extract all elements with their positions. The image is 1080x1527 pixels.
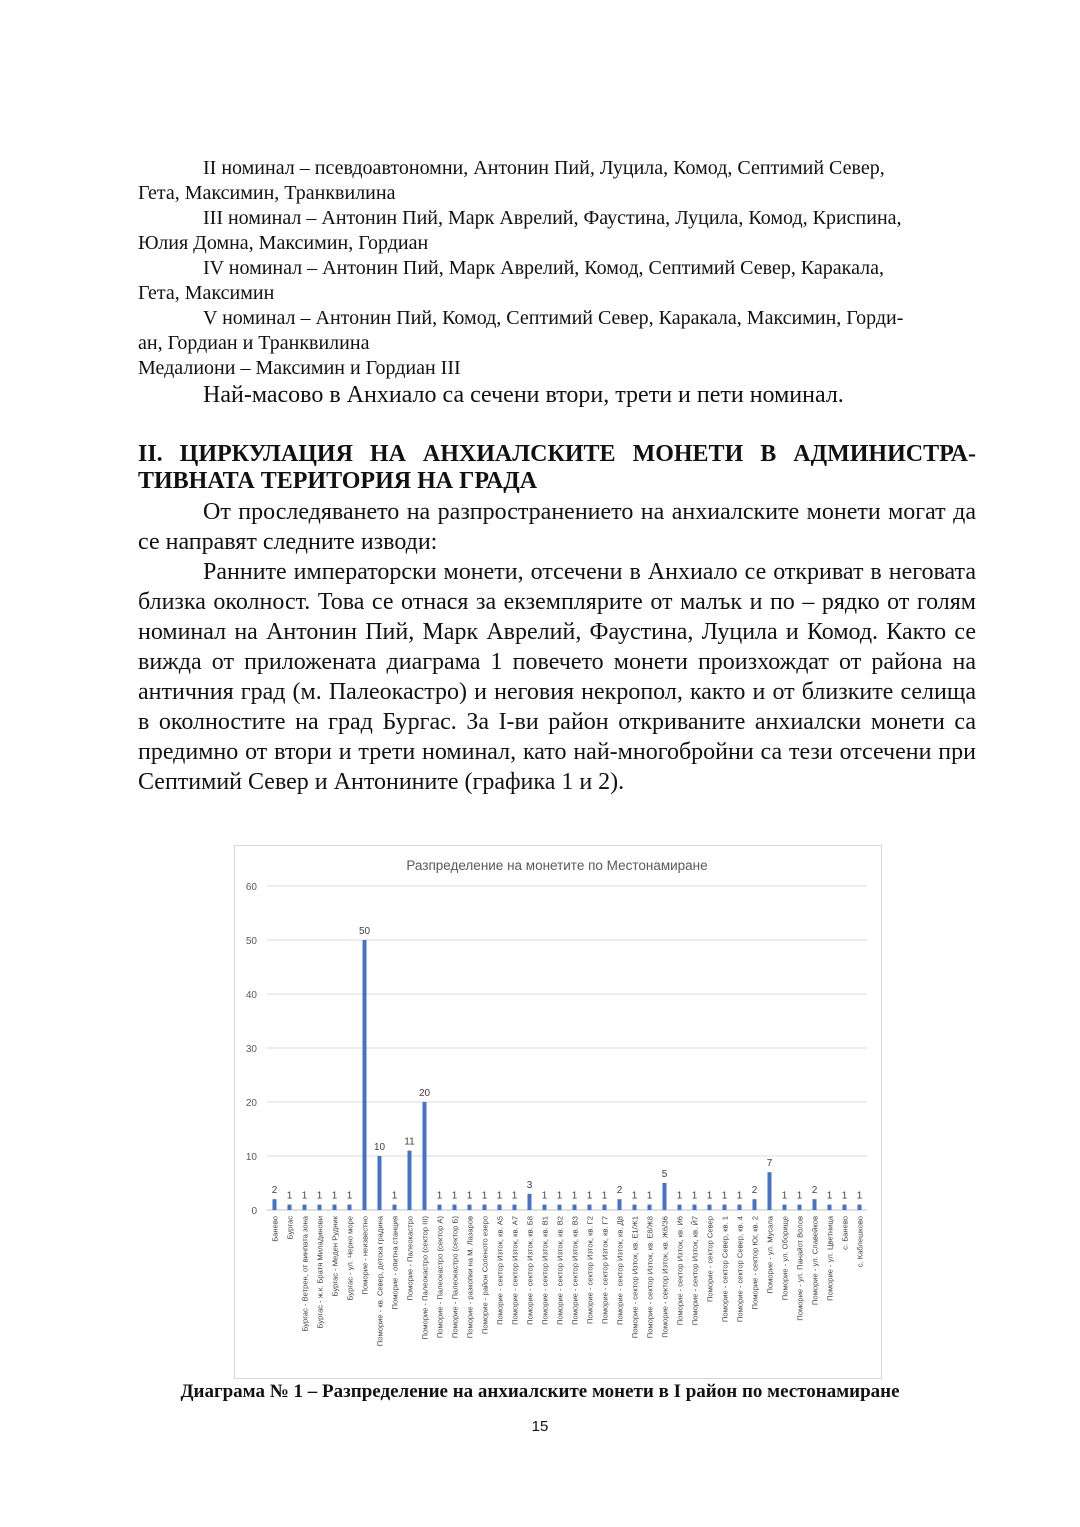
bar — [303, 1205, 307, 1210]
bar — [573, 1205, 577, 1210]
bar — [678, 1205, 682, 1210]
y-tick-label: 60 — [245, 882, 257, 893]
body-text — [138, 497, 976, 797]
y-tick-label: 10 — [245, 1152, 257, 1163]
category-label: Поморие - опитна станция — [390, 1216, 400, 1310]
y-tick-label: 50 — [245, 936, 257, 947]
data-label: 1 — [496, 1190, 503, 1202]
category-label: с. Банево — [840, 1216, 850, 1250]
data-label: 1 — [601, 1190, 608, 1202]
category-label: Поморие - ул. Мусала — [765, 1216, 775, 1294]
data-label: 5 — [661, 1169, 668, 1180]
mass-sentence — [138, 380, 976, 410]
medallions-line: Медалиони – Максимин и Гордиан III — [138, 357, 461, 379]
category-label: Бургас — [285, 1216, 295, 1240]
category-label: Поморие - ул. Цветница — [825, 1216, 835, 1301]
bar — [408, 1151, 412, 1210]
data-label: 1 — [511, 1190, 518, 1202]
bar — [453, 1205, 457, 1210]
category-label: Поморие - сектор Изток, кв. В1 — [540, 1216, 550, 1325]
bar — [483, 1205, 487, 1210]
category-label: Поморие - разкопки на М. Лазаров — [465, 1216, 475, 1339]
data-label: 1 — [391, 1190, 398, 1202]
nominal-line: Юлия Домна, Максимин, Гордиан — [138, 232, 429, 254]
data-label: 1 — [691, 1190, 698, 1202]
category-label: Поморие - сектор Север, кв. 4 — [735, 1216, 745, 1323]
data-label: 1 — [631, 1190, 638, 1202]
bar — [798, 1205, 802, 1210]
y-tick-label: 40 — [245, 990, 257, 1001]
data-label: 7 — [766, 1158, 773, 1170]
data-label: 1 — [571, 1190, 578, 1202]
data-label: 1 — [856, 1190, 863, 1202]
category-label: Поморие - Палеокастро (сектор Б) — [450, 1216, 460, 1339]
bar — [558, 1205, 562, 1210]
category-label: Поморие - сектор Изток, кв. Д8 — [615, 1216, 625, 1325]
data-label: 50 — [358, 926, 371, 937]
category-label: Поморие - сектор Изток, кв. Г2 — [585, 1216, 595, 1324]
bar — [708, 1205, 712, 1210]
page-number: 15 — [531, 1418, 549, 1435]
data-label: 20 — [418, 1088, 431, 1099]
mass-sentence-text: Най-масово в Анхиало са сечени втори, трети и пети номинал. — [203, 382, 844, 408]
figure-caption: Диаграма № 1 – Разпределение на анхиалските монети в I район по местонамиране — [180, 1381, 900, 1402]
bar — [273, 1199, 277, 1210]
category-label: Поморие - Палеокастро — [405, 1216, 415, 1301]
bar — [468, 1205, 472, 1210]
data-label: 1 — [346, 1190, 353, 1202]
bar — [348, 1205, 352, 1210]
bar — [663, 1183, 667, 1210]
category-label: Поморие - сектор Изток, кв. В3 — [570, 1216, 580, 1325]
data-label: 1 — [646, 1190, 653, 1202]
bar — [738, 1205, 742, 1210]
category-label: Поморие - ул. Славейков — [810, 1216, 820, 1306]
bar — [588, 1205, 592, 1210]
category-label: Банево — [270, 1216, 280, 1242]
bar — [333, 1205, 337, 1210]
data-label: 2 — [751, 1185, 758, 1197]
data-label: 1 — [736, 1190, 743, 1202]
category-label: Поморие - сектор Изток, кв. Б8 — [525, 1216, 535, 1325]
data-label: 2 — [271, 1185, 278, 1197]
category-label: Поморие - район Соленото езеро — [480, 1216, 490, 1335]
bar — [753, 1199, 757, 1210]
data-label: 11 — [404, 1136, 415, 1148]
category-label: Бургас - Ветрен, от винпата зона — [300, 1216, 310, 1332]
bar — [393, 1205, 397, 1210]
category-label: Поморие - неизвестно — [360, 1216, 370, 1295]
data-label: 2 — [616, 1185, 623, 1197]
data-label: 1 — [676, 1190, 683, 1202]
paragraph-1: От проследяването на разпространението на анхиалските монети могат да се направят следните изводи: — [138, 499, 976, 555]
category-label: Поморие - Палеокастро (сектор А) — [435, 1216, 445, 1339]
category-label: Поморие - кв. Север, детска градина — [375, 1216, 385, 1347]
nominal-line: III номинал – Антонин Пий, Марк Аврелий, Фаустина, Луцила, Комод, Криспина, — [203, 207, 902, 229]
category-label: Поморие - сектор Изток, кв. Г7 — [600, 1216, 610, 1324]
chart-container — [234, 845, 882, 1379]
bar — [723, 1205, 727, 1210]
bar-chart — [235, 846, 881, 1378]
category-label: с. Каблешково — [855, 1216, 865, 1268]
nominal-line: IV номинал – Антонин Пий, Марк Аврелий, Комод, Септимий Север, Каракала, — [203, 257, 884, 279]
category-label: Бургас - ул. Черно море — [345, 1216, 355, 1301]
nominal-list — [138, 156, 976, 381]
category-label: Поморие - Палеокастро (сектор III) — [420, 1216, 430, 1340]
category-label: Поморие - сектор Изток, кв. Е8/Ж8 — [645, 1216, 655, 1339]
data-label: 1 — [721, 1190, 728, 1202]
data-label: 1 — [796, 1190, 803, 1202]
section-heading-line1: II. ЦИРКУЛАЦИЯ НА АНХИАЛСКИТЕ МОНЕТИ В АДМИНИСТРА- — [138, 441, 976, 467]
bar — [843, 1205, 847, 1210]
nominal-line: Гета, Максимин, Транквилина — [138, 182, 396, 204]
bar — [783, 1205, 787, 1210]
category-label: Поморие - сектор Изток, кв. Ж6/З6 — [660, 1216, 670, 1338]
y-tick-label: 0 — [251, 1206, 257, 1217]
bar — [363, 940, 367, 1210]
category-label: Поморие - ул. Оборище — [780, 1216, 790, 1301]
category-label: Бургас - Меден Рудник — [330, 1216, 340, 1297]
category-label: Поморие - сектор Изток, кв. А7 — [510, 1216, 520, 1325]
data-label: 1 — [451, 1190, 458, 1202]
data-label: 1 — [466, 1190, 473, 1202]
bar — [618, 1199, 622, 1210]
chart-title: Разпределение на монетите по Местонамиране — [406, 858, 708, 873]
data-label: 1 — [781, 1190, 788, 1202]
bar — [858, 1205, 862, 1210]
category-label: Поморие - сектор Юг, кв. 2 — [750, 1216, 760, 1310]
category-label: Поморие - сектор Изток, кв. А5 — [495, 1216, 505, 1325]
category-label: Бургас - ж.к. Братя Миладинови — [315, 1216, 325, 1329]
nominal-line: ан, Гордиан и Транквилина — [138, 332, 370, 354]
data-label: 2 — [811, 1185, 818, 1197]
bar — [288, 1205, 292, 1210]
bar — [603, 1205, 607, 1210]
bar — [438, 1205, 442, 1210]
category-label: Поморие - ул. Панайот Волов — [795, 1216, 805, 1321]
category-label: Поморие - сектор Изток, кв. Й7 — [690, 1216, 700, 1326]
data-label: 1 — [586, 1190, 593, 1202]
data-label: 1 — [331, 1190, 338, 1202]
category-label: Поморие - сектор Изток, кв. В2 — [555, 1216, 565, 1325]
bar — [768, 1172, 772, 1210]
nominal-line: V номинал – Антонин Пий, Комод, Септимий Север, Каракала, Максимин, Горди- — [203, 307, 904, 329]
bar — [828, 1205, 832, 1210]
data-label: 10 — [373, 1142, 386, 1153]
data-label: 1 — [286, 1190, 293, 1202]
bar — [498, 1205, 502, 1210]
data-label: 1 — [826, 1190, 833, 1202]
category-label: Поморие - сектор Изток, кв. И6 — [675, 1216, 685, 1326]
data-label: 1 — [841, 1190, 848, 1202]
bar — [318, 1205, 322, 1210]
y-tick-label: 30 — [245, 1044, 257, 1055]
data-label: 1 — [706, 1190, 713, 1202]
nominal-line: Гета, Максимин — [138, 282, 275, 304]
nominal-line: II номинал – псевдоавтономни, Антонин Пий, Луцила, Комод, Септимий Север, — [203, 157, 885, 179]
category-label: Поморие - сектор Изток, кв. Е1/Ж1 — [630, 1216, 640, 1339]
data-label: 1 — [301, 1190, 308, 1202]
bar — [528, 1194, 532, 1210]
y-tick-label: 20 — [245, 1098, 257, 1109]
data-label: 1 — [556, 1190, 563, 1202]
data-label: 3 — [526, 1179, 533, 1191]
data-label: 1 — [541, 1190, 548, 1202]
paragraph-2: Ранните императорски монети, отсечени в Анхиало се откриват в неговата близка околност. Това се отнася за екземплярите от малък и по – рядко от голям номинал на Антонин Пий, Марк Аврелий, Фаустина, Луцила и Комод. Както се вижда от приложената диаграма 1 повечето монети произхождат от района на античния град (м. Палеокастро) и неговия некропол, както и от близките селища в околностите на град Бургас. За I-ви район откриваните анхиалски монети са предимно от втори и трети номинал, като най-многобройни са тези отсечени при Септимий Север и Антонините (графика 1 и 2). — [138, 559, 976, 795]
data-label: 1 — [436, 1190, 443, 1202]
section-heading-line2: ТИВНАТА ТЕРИТОРИЯ НА ГРАДА — [138, 468, 538, 494]
bar — [423, 1102, 427, 1210]
bar — [813, 1199, 817, 1210]
bar — [378, 1156, 382, 1210]
bar — [513, 1205, 517, 1210]
bar — [648, 1205, 652, 1210]
category-label: Поморие - сектор Север — [705, 1216, 715, 1303]
bar — [633, 1205, 637, 1210]
data-label: 1 — [316, 1190, 323, 1202]
data-label: 1 — [481, 1190, 488, 1202]
bar — [543, 1205, 547, 1210]
bar — [693, 1205, 697, 1210]
section-heading — [138, 441, 976, 495]
category-label: Поморие - сектор Север, кв. 1 — [720, 1216, 730, 1323]
